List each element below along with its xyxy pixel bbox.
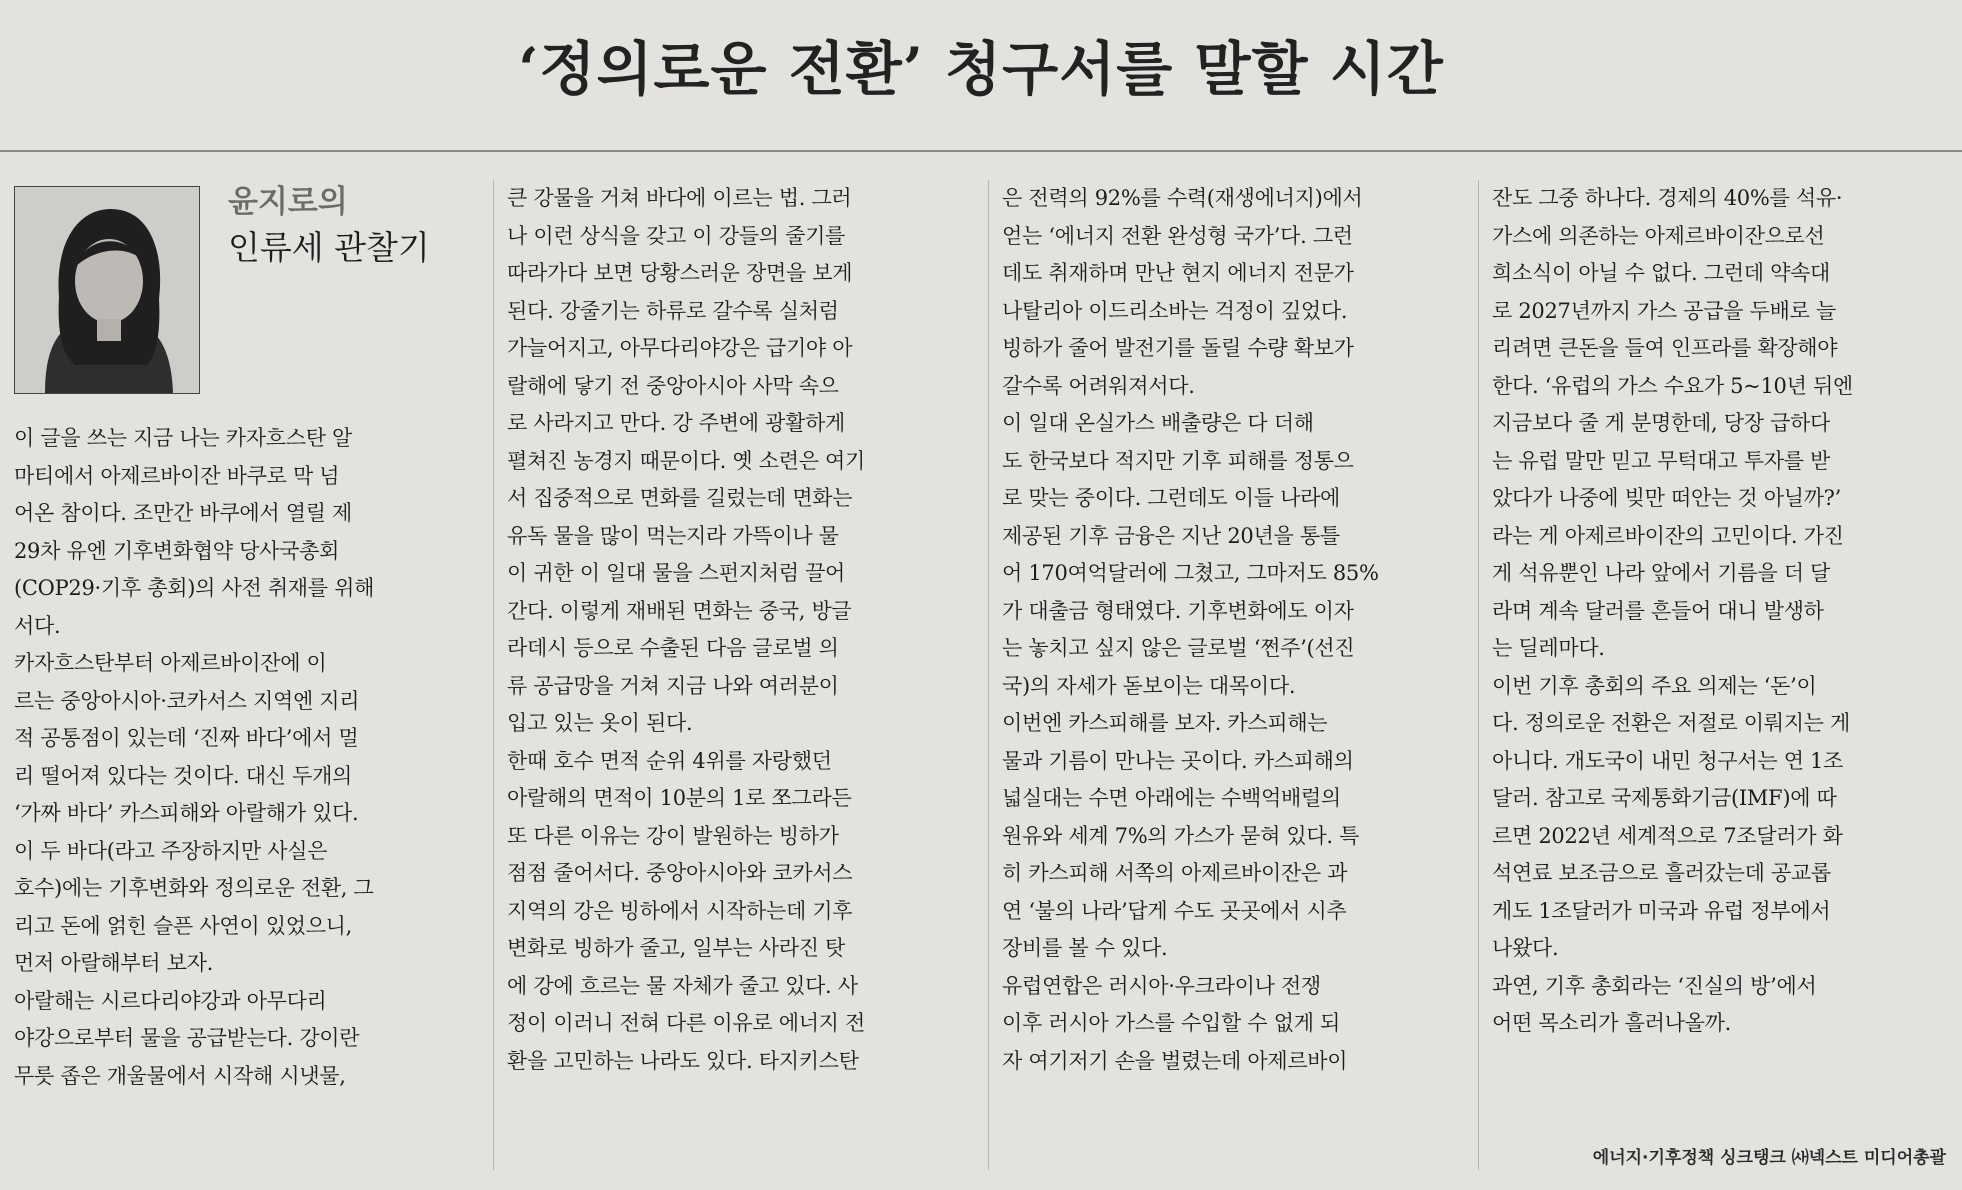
text-line: 국)의 자세가 돋보이는 대목이다. <box>1002 673 1296 698</box>
text-line: 또 다른 이유는 강이 발원하는 빙하가 <box>507 823 839 848</box>
text-line: 로 사라지고 만다. 강 주변에 광활하게 <box>507 411 846 435</box>
text-line: 빙하가 줄어 발전기를 돌릴 수량 확보가 <box>1002 336 1354 360</box>
text-line: 히 카스피해 서쪽의 아제르바이잔은 과 <box>1002 861 1348 885</box>
text-line: 원유와 세계 7%의 가스가 묻혀 있다. 특 <box>1002 823 1360 848</box>
column-divider <box>988 180 989 1170</box>
author-credit: 에너지·기후정책 싱크탱크 ㈔넥스트 미디어총괄 <box>1592 1148 1946 1168</box>
text-line: 무릇 좁은 개울물에서 시작해 시냇물, <box>14 1063 346 1088</box>
text-line: 마티에서 아제르바이잔 바쿠로 막 넘 <box>14 463 340 488</box>
text-line: 나탈리아 이드리소바는 걱정이 깊었다. <box>1002 298 1348 323</box>
text-line: 유럽연합은 러시아·우크라이나 전쟁 <box>1002 973 1321 998</box>
text-line: 이후 러시아 가스를 수입할 수 없게 되 <box>1002 1011 1341 1035</box>
text-line: 한때 호수 면적 순위 4위를 자랑했던 <box>507 748 832 773</box>
text-line: 가스에 의존하는 아제르바이잔으로선 <box>1492 223 1825 248</box>
text-line: 한다. ‘유럽의 가스 수요가 5~10년 뒤엔 <box>1492 373 1853 398</box>
text-line: 다. 정의로운 전환은 저절로 이뤄지는 게 <box>1492 711 1851 735</box>
article-column-1 <box>14 420 482 1095</box>
text-line: 이 귀한 이 일대 물을 스펀지처럼 끌어 <box>507 561 846 585</box>
text-line: 서 집중적으로 면화를 길렀는데 면화는 <box>507 486 853 510</box>
text-line: 지역의 강은 빙하에서 시작하는데 기후 <box>507 898 853 923</box>
text-line: 나왔다. <box>1492 936 1559 960</box>
text-line: 야강으로부터 물을 공급받는다. 강이란 <box>14 1026 360 1050</box>
text-line: 나 이런 상식을 갖고 이 강들의 줄기를 <box>507 223 846 248</box>
text-line: ‘가짜 바다’ 카스피해와 아랄해가 있다. <box>14 801 359 825</box>
text-line: 된다. 강줄기는 하류로 갈수록 실처럼 <box>507 298 839 323</box>
text-line: 잔도 그중 하나다. 경제의 40%를 석유· <box>1492 186 1843 210</box>
column-brand <box>228 180 430 272</box>
text-line: 는 놓치고 싶지 않은 글로벌 ‘쩐주’(선진 <box>1002 636 1355 660</box>
text-line: 석연료 보조금으로 흘러갔는데 공교롭 <box>1492 861 1831 885</box>
columnist-photo <box>14 186 200 394</box>
text-line: 입고 있는 옷이 된다. <box>507 711 693 735</box>
article-column-2 <box>507 180 977 1080</box>
text-line: 과연, 기후 총회라는 ‘진실의 방’에서 <box>1492 973 1817 998</box>
text-line: 따라가다 보면 당황스러운 장면을 보게 <box>507 261 853 285</box>
column-name-line2: 인류세 관찰기 <box>228 228 430 267</box>
text-line: 이번 기후 총회의 주요 의제는 ‘돈’이 <box>1492 673 1817 698</box>
text-line: 호수)에는 기후변화와 정의로운 전환, 그 <box>14 876 374 900</box>
text-line: 적 공통점이 있는데 ‘진짜 바다’에서 멀 <box>14 726 359 750</box>
text-line: 리 떨어져 있다는 것이다. 대신 두개의 <box>14 763 353 788</box>
text-line: 정이 이러니 전혀 다른 이유로 에너지 전 <box>507 1011 866 1035</box>
text-line: 이 글을 쓰는 지금 나는 카자흐스탄 알 <box>14 426 353 450</box>
text-line: 어떤 목소리가 흘러나올까. <box>1492 1011 1731 1035</box>
text-line: 간다. 이렇게 재배된 면화는 중국, 방글 <box>507 598 852 623</box>
text-line: 리려면 큰돈을 들여 인프라를 확장해야 <box>1492 336 1838 360</box>
text-line: 가 대출금 형태였다. 기후변화에도 이자 <box>1002 598 1354 623</box>
text-line: 장비를 볼 수 있다. <box>1002 936 1168 960</box>
text-line: 은 전력의 92%를 수력(재생에너지)에서 <box>1002 186 1363 210</box>
text-line: 변화로 빙하가 줄고, 일부는 사라진 탓 <box>507 936 846 960</box>
text-line: 랄해에 닿기 전 중앙아시아 사막 속으 <box>507 373 839 398</box>
text-line: 이 두 바다(라고 주장하지만 사실은 <box>14 838 328 863</box>
text-line: 점점 줄어서다. 중앙아시아와 코카서스 <box>507 861 853 885</box>
text-line: 카자흐스탄부터 아제르바이잔에 이 <box>14 651 327 675</box>
text-line: 는 딜레마다. <box>1492 636 1605 660</box>
column-divider <box>493 180 494 1170</box>
text-line: 로 2027년까지 가스 공급을 두배로 늘 <box>1492 298 1836 323</box>
text-line: 환을 고민하는 나라도 있다. 타지키스탄 <box>507 1048 859 1073</box>
text-line: 물과 기름이 만나는 곳이다. 카스피해의 <box>1002 748 1354 773</box>
text-line: 넓실대는 수면 아래에는 수백억배럴의 <box>1002 786 1341 810</box>
text-line: 리고 돈에 얽힌 슬픈 사연이 있었으니, <box>14 913 353 938</box>
text-line: 이번엔 카스피해를 보자. 카스피해는 <box>1002 711 1328 735</box>
text-line: 라데시 등으로 수출된 다음 글로벌 의 <box>507 636 839 660</box>
text-line: 르면 2022년 세계적으로 7조달러가 화 <box>1492 823 1843 848</box>
text-line: 펼쳐진 농경지 때문이다. 옛 소련은 여기 <box>507 448 866 473</box>
text-line: 유독 물을 많이 먹는지라 가뜩이나 물 <box>507 523 839 548</box>
text-line: 연 ‘불의 나라’답게 수도 곳곳에서 시추 <box>1002 898 1347 923</box>
text-line: 제공된 기후 금융은 지난 20년을 통틀 <box>1002 523 1340 548</box>
column-name-line1: 윤지로의 <box>228 184 348 220</box>
text-line: 큰 강물을 거쳐 바다에 이르는 법. 그러 <box>507 186 852 210</box>
text-line: 이 일대 온실가스 배출량은 다 더해 <box>1002 411 1314 435</box>
article-column-3 <box>1002 180 1468 1080</box>
text-line: 에 강에 흐르는 물 자체가 줄고 있다. 사 <box>507 973 858 998</box>
text-line: 아니다. 개도국이 내민 청구서는 연 1조 <box>1492 748 1844 773</box>
text-line: 는 유럽 말만 믿고 무턱대고 투자를 받 <box>1492 448 1831 473</box>
text-line: 달러. 참고로 국제통화기금(IMF)에 따 <box>1492 786 1837 810</box>
text-line: 아랄해는 시르다리야강과 아무다리 <box>14 988 327 1013</box>
text-line: 서다. <box>14 613 61 638</box>
text-line: 갈수록 어려워져서다. <box>1002 373 1195 398</box>
text-line: 로 맞는 중이다. 그런데도 이들 나라에 <box>1002 486 1341 510</box>
text-line: 도 한국보다 적지만 기후 피해를 정통으 <box>1002 448 1354 473</box>
text-line: 희소식이 아닐 수 없다. 그런데 약속대 <box>1492 261 1831 285</box>
text-line: 데도 취재하며 만난 현지 에너지 전문가 <box>1002 261 1354 285</box>
text-line: 지금보다 줄 게 분명한데, 당장 급하다 <box>1492 411 1831 435</box>
text-line: 가늘어지고, 아무다리야강은 급기야 아 <box>507 336 853 360</box>
title-rule <box>0 150 1962 152</box>
text-line: 어 170여억달러에 그쳤고, 그마저도 85% <box>1002 561 1379 585</box>
column-divider <box>1478 180 1479 1170</box>
text-line: 어온 참이다. 조만간 바쿠에서 열릴 제 <box>14 501 353 525</box>
text-line: (COP29·기후 총회)의 사전 취재를 위해 <box>14 576 375 600</box>
text-line: 아랄해의 면적이 10분의 1로 쪼그라든 <box>507 786 852 810</box>
text-line: 얻는 ‘에너지 전환 완성형 국가’다. 그런 <box>1002 223 1353 248</box>
article-column-4 <box>1492 180 1950 1043</box>
text-line: 자 여기저기 손을 벌렸는데 아제르바이 <box>1002 1048 1348 1073</box>
text-line: 라며 계속 달러를 흔들어 대니 발생하 <box>1492 598 1824 623</box>
text-line: 라는 게 아제르바이잔의 고민이다. 가진 <box>1492 523 1844 548</box>
text-line: 먼저 아랄해부터 보자. <box>14 951 213 975</box>
text-line: 29차 유엔 기후변화협약 당사국총회 <box>14 538 340 563</box>
text-line: 게 석유뿐인 나라 앞에서 기름을 더 달 <box>1492 561 1831 585</box>
text-line: 류 공급망을 거쳐 지금 나와 여러분이 <box>507 673 839 698</box>
text-line: 게도 1조달러가 미국과 유럽 정부에서 <box>1492 898 1831 923</box>
text-line: 르는 중앙아시아·코카서스 지역엔 지리 <box>14 688 360 713</box>
article-title: ‘정의로운 전환’ 청구서를 말할 시간 <box>518 35 1444 103</box>
text-line: 았다가 나중에 빚만 떠안는 것 아닐까?’ <box>1492 486 1841 510</box>
